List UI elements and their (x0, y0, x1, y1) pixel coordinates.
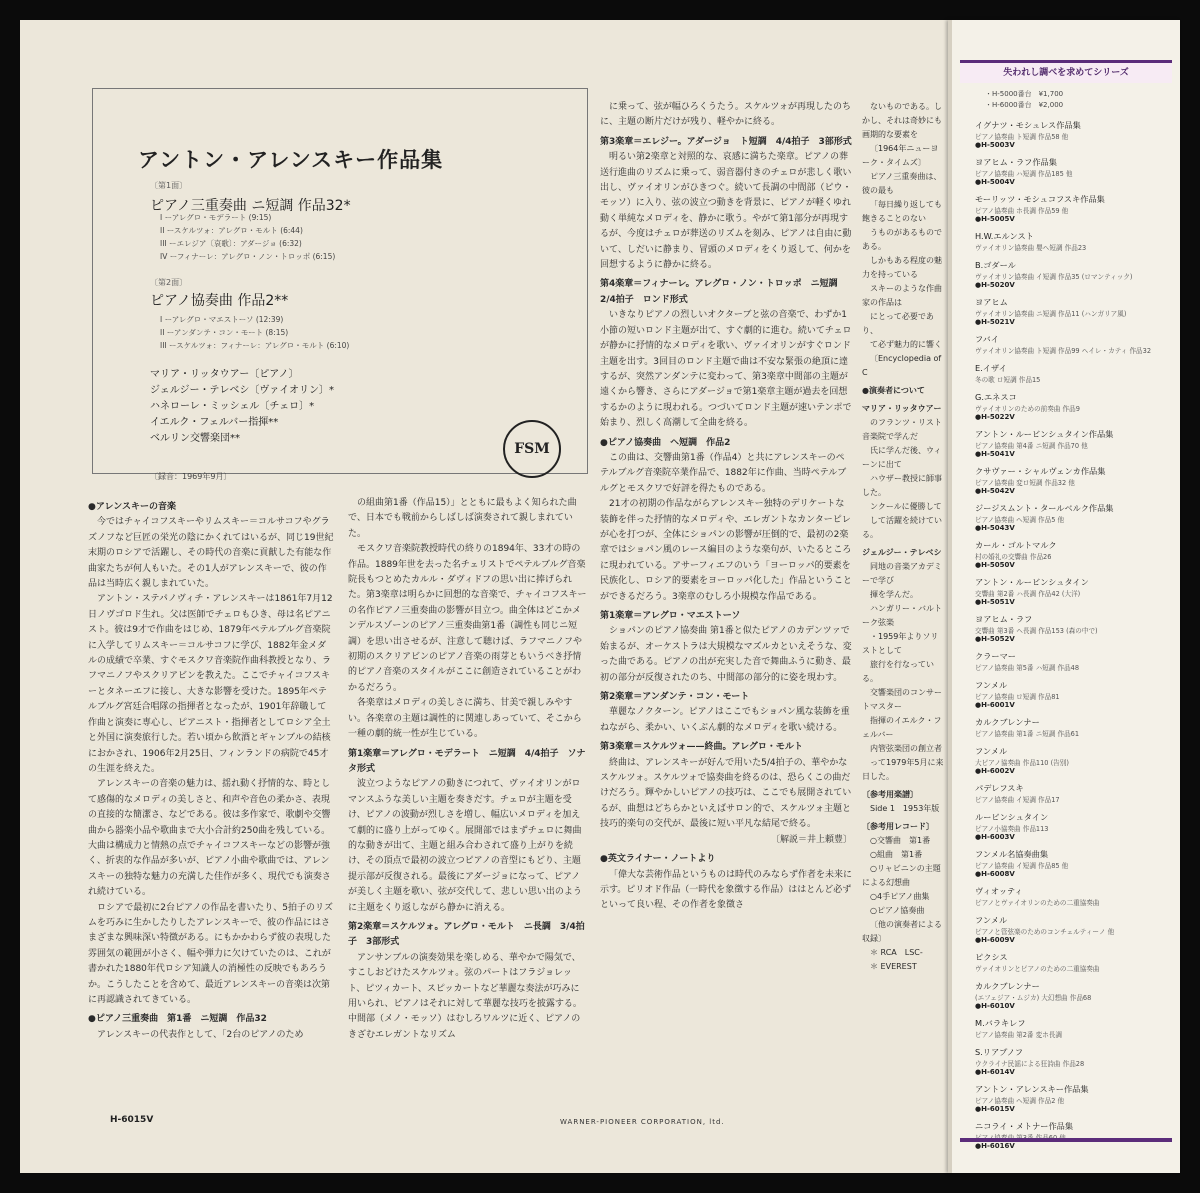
paragraph: 今ではチャイコフスキーやリムスキー＝コルサコフやグラズノフなど巨匠の栄光の陰にかくれてはいるが、同じ19世紀末期のロシアで活躍し、その時代の音楽に貢献した有能な作曲家たちが何人もいた。その1人がアレンスキーで、彼の作品は当時広く親しまれていた。 (88, 517, 334, 590)
paragraph: 各楽章はメロディの美しさに満ち、甘美で親しみやすい。各楽章の主題は調性的に関連しあっていて、そこから一種の劇的統一性が生じている。 (348, 698, 582, 740)
obi-item-code: ●H-6015V (975, 1105, 1015, 1113)
recording-date: 〔録音：1969年9月〕 (150, 472, 232, 481)
obi-item-name: ジージスムント・タールベルク作品集 (975, 503, 1114, 513)
obi-item-name: アントン・アレンスキー作品集 (975, 1084, 1089, 1094)
obi-catalog-item (975, 1018, 1175, 1039)
obi-item-code: ●H-5005V (975, 215, 1015, 223)
section-heading: 第3楽章＝スケルツォ——終曲。アレグロ・モルト (600, 742, 803, 753)
obi-item-desc: (エフェジア・ムジカ) 大幻想曲 作品68 (975, 994, 1092, 1002)
obi-item-name: カルクブレンナー (975, 717, 1040, 727)
obi-item-code: ●H-6016V (975, 1142, 1015, 1150)
movement-line: II ーアンダンテ・コン・モート (8:15) (160, 328, 289, 337)
obi-catalog-item (975, 1084, 1175, 1113)
paragraph: 〔Encyclopedia of C (862, 354, 942, 377)
paragraph: この曲は、交響曲第1番（作品4）と共にアレンスキーのペテルブルグ音楽院卒業作品で、1882年に作曲、当時ペテルブルグとモスクワで好評を得たものである。 (600, 452, 847, 494)
obi-item-code: ●H-5004V (975, 178, 1015, 186)
obi-catalog-item (975, 260, 1175, 289)
paragraph: ハンガリー・バルトーク弦楽 (862, 604, 942, 627)
obi-catalog-item (975, 651, 1175, 672)
paragraph: ○リャビニンの主題による幻想曲 (862, 864, 941, 887)
paragraph: の組曲第1番（作品15）」とともに最もよく知られた曲で、日本でも戦前からしばしば演奏されて親しまれていた。 (348, 498, 577, 539)
obi-item-desc: ヴァイオリンとピアノのための二重協奏曲 (975, 965, 1100, 973)
paragraph: アレンスキーの代表作として、「2台のピアノのため (97, 1029, 304, 1040)
obi-item-name: クサヴァー・シャルヴェンカ作品集 (975, 466, 1106, 476)
obi-item-code: ●H-6001V (975, 701, 1015, 709)
obi-item-name: M.バラキレフ (975, 1018, 1026, 1028)
obi-item-desc: ピアノ協奏曲 ロ短調 作品81 (975, 693, 1060, 701)
section-heading: 第1楽章＝アレグロ・モデラート ニ短調 4/4拍子 ソナタ形式 (348, 748, 586, 774)
obi-catalog-item (975, 120, 1175, 149)
obi-bottom-bar (960, 1138, 1172, 1142)
obi-item-name: S.リアプノフ (975, 1047, 1024, 1057)
paragraph: 同地の音楽アカデミーで学び (862, 562, 942, 585)
obi-item-desc: ピアノ協奏曲 第5番 ハ短調 作品48 (975, 664, 1080, 672)
obi-catalog-item (975, 363, 1175, 384)
obi-item-code: ●H-6002V (975, 767, 1015, 775)
side2-work: ピアノ協奏曲 作品2** (150, 293, 289, 309)
paragraph: 旅行を行なっている。 (862, 660, 934, 683)
obi-item-desc: ピアノ協奏曲 イ短調 作品17 (975, 796, 1060, 804)
credit-line: 〔解説＝井上頼豊〕 (770, 834, 852, 845)
obi-item-desc: ピアノ協奏曲 ト短調 作品58 他 (975, 133, 1069, 141)
catalog-code: H-6015V (110, 1115, 154, 1125)
obi-item-code: ●H-6010V (975, 1002, 1015, 1010)
obi-item-desc: 村の婚礼の交響曲 作品26 (975, 553, 1052, 561)
obi-item-name: ニコライ・メトナー作品集 (975, 1121, 1074, 1131)
paragraph: ハウザー教授に師事した。 (862, 474, 942, 497)
movement-line: III ースケルツォ：フィナーレ：アレグロ・モルト (6:10) (160, 341, 350, 350)
movement-line: I ーアレグロ・モデラート (9:15) (160, 213, 272, 222)
section-heading: ●ピアノ三重奏曲 第1番 ニ短調 作品32 (88, 1014, 267, 1025)
obi-item-desc: ピアノ小協奏曲 作品113 (975, 825, 1049, 833)
movement-line: II ースケルツォ：アレグロ・モルト (6:44) (160, 226, 303, 235)
obi-catalog-item (975, 783, 1175, 804)
performer-line: ハネローレ・ミッシェル〔チェロ〕* (150, 401, 315, 412)
obi-item-name: モーリッツ・モシュコフスキ作品集 (975, 194, 1105, 204)
paragraph: ピアノ三重奏曲は、彼の最も (862, 172, 942, 195)
obi-item-name: B.ゴダール (975, 260, 1016, 270)
obi-catalog-list (975, 120, 1175, 1158)
paragraph: ショパンのピアノ協奏曲 第1番と似たピアノのカデンツァで始まるが、オーケストラは大規模なマズルカといえそうな、変った曲である。ピアノの出が充実した音で舞曲ふうに動き、最初の部分が反復されたのち、中間部の部分的に姿を現わす。 (600, 626, 852, 683)
obi-item-desc: ピアノとヴァイオリンのための二重協奏曲 (975, 899, 1100, 907)
paragraph: いきなりピアノの烈しいオクターブと弦の音楽で、わずか1小節の短いロンド主題が出て、すぐ劇的に進む。続いてチェロが静かに抒情的なメロディを歌い、ヴァイオリンがすぐロンド主題を出す。3回目のロンド主題で曲は不安な緊張の絶頂に達するが、突然アンダンテに変わって、第3楽章中間部の主題が遠くから響き、さらにアダージョで第1楽章主題が過去を回想するかのように現われる。つづいてロンド主題が速いテンポで始まり、烈しく高潮して全曲を終る。 (600, 310, 852, 429)
obi-catalog-item (975, 746, 1175, 775)
obi-item-desc: ピアノ協奏曲 第4番 ニ短調 作品70 他 (975, 442, 1088, 450)
paragraph: モスクワ音楽院教授時代の終りの1894年、33才の時の作品。1889年世を去った名チェリストでペテルブルグ音楽院長もつとめたカルル・ダヴィドフの思い出に捧げられた。第3楽章は明らかに回想的な音楽で、チャイコフスキーの名作ピアノ三重奏曲の影響が目立つ。曲全体はどこかメンデルスゾーンのピアノ三重奏曲第1番（調性も同じニ短調）を思い出させるが、注意して聴けば、ラフマニノフや初期のスクリアビンのピアノ音楽の雨芽ともいうべき抒情的ピアノ音楽のスタイルがここに創造されていることがわかるだろう。 (348, 544, 587, 693)
paragraph: ないものである。しかし、それは奇妙にも画期的な要素を (862, 102, 942, 139)
paragraph: ＊ RCA LSC- (870, 948, 923, 957)
paragraph: 氏に学んだ後、ウィーンに出て (862, 446, 942, 469)
obi-catalog-item (975, 429, 1175, 458)
liner-column-2 (348, 496, 588, 1084)
obi-price-1: ・H-5000番台 ¥1,700 (985, 90, 1064, 98)
obi-catalog-item (975, 194, 1175, 223)
obi-item-code: ●H-6008V (975, 870, 1015, 878)
obi-item-desc: ピアノと管弦楽のためのコンチェルティーノ 他 (975, 928, 1115, 936)
paragraph: ＊ EVEREST (870, 962, 917, 971)
performer-line: ジェルジー・テレベシ〔ヴァイオリン〕* (150, 385, 334, 396)
obi-catalog-item (975, 981, 1175, 1010)
obi-item-name: E.イザイ (975, 363, 1007, 373)
liner-column-1 (88, 496, 334, 1084)
obi-item-name: フンメル (975, 680, 1008, 690)
obi-catalog-item (975, 157, 1175, 186)
obi-item-name: ルービンシュタイン (975, 812, 1049, 822)
paragraph: して活躍を続けている。 (862, 516, 942, 539)
paragraph: ロシアで最初に2台ピアノの作品を書いたり、5拍子のリズムを巧みに生かしたりしたアレンスキーで、彼の作品にはさまざまな興味深い特徴がある。にもかかわらず彼の表現した雰囲気の範囲が小さく、幅や弾力に欠けていたのは、これが書かれた1880年代ロシア知識人の消極性の反映でもあろうか。こうしたことを含めて、最近アレンスキーの音楽は次第に再認識されてきている。 (88, 902, 333, 1005)
side2-label: 〔第2面〕 (150, 278, 188, 287)
obi-item-desc: ヴァイオリンのための前奏曲 作品9 (975, 405, 1080, 413)
obi-catalog-item (975, 297, 1175, 326)
side1-work: ピアノ三重奏曲 ニ短調 作品32* (150, 198, 351, 214)
footer-company: WARNER-PIONEER CORPORATION, ltd. (560, 1118, 725, 1126)
obi-catalog-item (975, 577, 1175, 606)
obi-item-code: ●H-5041V (975, 450, 1015, 458)
obi-item-code: ●H-5050V (975, 561, 1015, 569)
paragraph: スキーのような作曲家の作品は (862, 284, 942, 307)
obi-catalog-item (975, 915, 1175, 944)
paragraph: 〔1964年ニューヨーク・タイムズ〕 (862, 144, 939, 167)
obi-item-code: ●H-5052V (975, 635, 1015, 643)
obi-item-desc: ピアノ協奏曲 ハ短調 作品185 他 (975, 170, 1073, 178)
paragraph: ○ピアノ協奏曲 (870, 906, 925, 915)
obi-catalog-item (975, 540, 1175, 569)
paragraph: ・1959年よりソリストとして (862, 632, 939, 655)
liner-column-3 (600, 100, 852, 1090)
movement-line: III ーエレジア〔哀歌〕：アダージョ (6:32) (160, 239, 302, 248)
obi-item-desc: ヴァイオリン協奏曲 イ短調 作品35 (ロマンティック) (975, 273, 1133, 281)
obi-catalog-item (975, 614, 1175, 643)
obi-item-desc: ピアノ協奏曲 変ロ短調 作品32 他 (975, 479, 1075, 487)
obi-series-title: 失われし調べを求めてシリーズ (960, 60, 1172, 83)
label-logo: FSM (503, 420, 561, 478)
paragraph: うものがあるものである。 (862, 228, 942, 251)
obi-item-name: フンメル (975, 915, 1008, 925)
obi-item-name: カール・ゴルトマルク (975, 540, 1057, 550)
paragraph: 華麗なノクターン。ピアノはここでもショパン風な装飾を重ねながら、柔かい、いくぶん劇的なメロディを歌い続ける。 (600, 707, 850, 733)
obi-catalog-item (975, 952, 1175, 973)
performer-line: マリア・リッタウアー〔ピアノ〕 (150, 369, 299, 380)
paragraph: に乗って、弦が幅ひろくうたう。スケルツォが再現したのちに、主題の断片だけが残り、軽やかに終る。 (600, 102, 852, 128)
paragraph: 明るい第2楽章と対照的な、哀感に満ちた楽章。ピアノの葬送行進曲のリズムに乗って、弱音器付きのチェロが悲しく歌い出し、ヴァイオリンがひきつぐ。続いて長調の中間部（ピウ・モッソ）に入り、弦の波立つ動きを背景に、ピアノが軽くゆれ動く単純なメロディを、静かに歌う。やがて第1部分が再現するが、今度はチェロが葬送のリズムを刻み、ピアノは自由に動いて、しだいに静まり、冒頭のメロディをくり返して、何かを回想するように静かに終る。 (600, 152, 852, 271)
obi-item-name: ヨアヒム・ラフ (975, 614, 1033, 624)
side1-label: 〔第1面〕 (150, 181, 188, 190)
section-heading: 〔参考用楽譜〕 (862, 790, 918, 799)
paragraph: て必ず魅力的に響く (870, 340, 942, 349)
obi-item-name: G.エネスコ (975, 392, 1017, 402)
paragraph: 交響楽団のコンサートマスター (862, 688, 942, 711)
obi-item-name: ヨアヒム・ラフ作品集 (975, 157, 1057, 167)
section-heading: 第3楽章＝エレジー。アダージョ ト短調 4/4拍子 3部形式 (600, 136, 852, 147)
obi-item-code: ●H-6003V (975, 833, 1015, 841)
obi-item-code: ●H-5051V (975, 598, 1015, 606)
obi-item-name: アントン・ルービンシュタイン (975, 577, 1089, 587)
paragraph: ○交響曲 第1番 (870, 836, 931, 845)
obi-item-desc: 交響曲 第3番 ヘ長調 作品153 (森の中で) (975, 627, 1098, 635)
paragraph: 波立つようなピアノの動きにつれて、ヴァイオリンがロマンスふうな美しい主題を奏きだす。チェロが主題を受け、ピアノの波動が烈しさを増し、幅広いメロディを加えて劇的に盛り上がってゆく。展開部ではまずチェロに舞曲的な動きが出て、主題と組み合わされて盛り上がりを続け、その頂点で最初の波立つピアノの音型にもどり、主題提示部が反復される。最後にアダージョになって、ピアノが美しく主題を歌い、弦が交代して、悲しい思い出のように主題をくり返しながら静かに消える。 (348, 779, 582, 913)
obi-item-name: H.W.エルンスト (975, 231, 1034, 241)
paragraph: 指揮のイエルク・フェルバー (862, 716, 942, 739)
obi-item-desc: ピアノ協奏曲 イ短調 作品85 他 (975, 862, 1069, 870)
obi-item-name: フンメル (975, 746, 1008, 756)
obi-catalog-item (975, 680, 1175, 709)
section-heading: ●演奏者について (862, 386, 925, 395)
obi-item-desc: ヴァイオリン協奏曲 嬰ヘ短調 作品23 (975, 244, 1087, 252)
obi-item-desc: ピアノ協奏曲 第1番 ニ短調 作品61 (975, 730, 1080, 738)
section-heading: 第1楽章＝アレグロ・マエストーソ (600, 611, 741, 621)
obi-item-code: ●H-5042V (975, 487, 1015, 495)
performer-line: イエルク・フェルバー指揮** (150, 417, 279, 428)
obi-item-code: ●H-5021V (975, 318, 1015, 326)
movement-line: I ーアレグロ・マエストーソ (12:39) (160, 315, 284, 324)
obi-item-name: パデレフスキ (975, 783, 1024, 793)
obi-catalog-item (975, 231, 1175, 252)
obi-item-desc: ピアノ協奏曲 ヘ短調 作品2 他 (975, 1097, 1065, 1105)
paragraph: ○4手ピアノ曲集 (870, 892, 930, 901)
obi-item-desc: 大ピアノ協奏曲 作品110 (告別) (975, 759, 1069, 767)
paragraph: 21才の初期の作品ながらアレンスキー独特のデリケートな装飾を伴った抒情的なメロディや、エレガントなカンターピレが心を打つが、全体にショパンの影響が圧倒的で、最初の2楽章ではショパン風のレース編目のような楽句が、いたるところに現われている。アサーフィエフのいう「ヨーロッパ的要素を民族化し、ロシア的要素をヨーロッパ化した」作品ということができるだろう。3楽章のむしろ小規模な作品である。 (600, 499, 852, 602)
obi-item-code: ●H-5020V (975, 281, 1015, 289)
paragraph: アントン・ステパノヴィチ・アレンスキーは1861年7月12日ノヴゴロド生れ。父は医師でチェロもひき、母は名ピアニスト。彼は9才で作曲をはじめ、1879年ペテルブルグ音楽院に入学してリムスキー＝コルサコフに学び、1882年金メダルの成績で卒業、すぐモスクワ音楽院作曲科教授となり、ラフマニノフやスクリアビンを教えた。ここでチャイコフスキーとタネーエフに接し、大きな影響を受けた。1895年ペテルブルグ宮廷合唱隊の指揮者となったが、1901年辞職して作曲と演奏に専心し、ピアニスト・指揮者としてロシア全土と外国に演奏旅行した。若い頃から飲酒とギャンブルの結核におかされ、1906年2月25日、フィンランドの病院で45才の生涯を終えた。 (88, 594, 333, 774)
obi-catalog-item (975, 466, 1175, 495)
paragraph: 内管弦楽団の創立者 (870, 744, 942, 753)
obi-item-code: ●H-5022V (975, 413, 1015, 421)
obi-item-code: ●H-6009V (975, 936, 1015, 944)
obi-item-desc: ウクライナ民謡による狂詩曲 作品28 (975, 1060, 1085, 1068)
paragraph: アンサンブルの演奏効果を楽しめる、華やかで陽気で、すこしおどけたスケルツォ。弦のパートはフラジョレット、ピツィカート、スピッカートなど華麗な奏法が巧みに用いられ、ピアノはそれに対して華麗な技巧を披露する。中間部（メノ・モッソ）はむしろワルツに近く、ピアノのきざむエレガントなリズム (348, 952, 582, 1040)
liner-column-4 (862, 100, 946, 1090)
paragraph: Side 1 1953年版 (870, 804, 940, 813)
obi-item-desc: ピアノ協奏曲 第2番 変ホ長調 (975, 1031, 1062, 1039)
paragraph: ンクールに優勝して (870, 502, 942, 511)
paragraph: 「偉大な芸術作品というものは時代のみならず作者を未来に示す。ピリオド作品（一時代を象徴する作品）ははとんど必ずといって良い程、その作者を象徴さ (600, 869, 852, 911)
obi-catalog-item (975, 812, 1175, 841)
obi-item-name: フンメル名協奏曲集 (975, 849, 1049, 859)
paragraph: アレンスキーの音楽の魅力は、揺れ動く抒情的な、時として感傷的なメロディの美しさと、和声や音色の柔かさ、表現の直接的な簡潔さ、などである。彼は多作家で、歌劇や交響曲から器楽小品や歌曲まで大小合計約250曲を残している。大曲は構成力と情熱の点でチャイコフスキーなどの影響が強く、折衷的な作品が多いが、ピアノ小曲や歌曲では、アレンスキーの独特な魅力の充満した佳作が多く、現代でも演奏され続けている。 (88, 779, 331, 898)
obi-item-desc: ヴァイオリン協奏曲 ト短調 作品99 ヘイレ・カティ 作品32 (975, 347, 1152, 355)
paragraph: 「毎日繰り返しても飽きることのない (862, 200, 942, 223)
obi-item-name: フバイ (975, 334, 999, 344)
album-title: アントン・アレンスキー作品集 (138, 148, 444, 172)
obi-item-desc: 交響曲 第2番 ハ長調 作品42 (大洋) (975, 590, 1081, 598)
obi-catalog-item (975, 717, 1175, 738)
obi-catalog-item (975, 1121, 1175, 1150)
obi-item-desc: ピアノ協奏曲 ホ長調 作品59 他 (975, 207, 1069, 215)
performer-line: ベルリン交響楽団** (150, 433, 240, 444)
section-heading: 〔参考用レコード〕 (862, 822, 934, 831)
obi-item-code: ●H-5043V (975, 524, 1015, 532)
obi-catalog-item (975, 334, 1175, 355)
obi-item-name: ヨアヒム (975, 297, 1008, 307)
section-heading: ●ピアノ協奏曲 ヘ短調 作品2 (600, 437, 731, 448)
obi-item-code: ●H-5003V (975, 141, 1015, 149)
paragraph: のフランツ・リスト音楽院で学んだ (862, 418, 942, 441)
section-heading: 第4楽章＝フィナーレ。アレグロ・ノン・トロッポ ニ短調 2/4拍子 ロンド形式 (600, 279, 847, 305)
section-heading: マリア・リッタウアー (862, 404, 942, 413)
obi-catalog-item (975, 503, 1175, 532)
obi-catalog-item (975, 886, 1175, 907)
paragraph: 〔他の演奏者による収録〕 (862, 920, 942, 943)
paragraph: ○組曲 第1番 (870, 850, 923, 859)
obi-item-name: ヴィオッティ (975, 886, 1023, 896)
obi-item-desc: 冬の歌 ロ短調 作品15 (975, 376, 1041, 384)
section-heading: ●アレンスキーの音楽 (88, 502, 176, 512)
paragraph: 揮を学んだ。 (870, 590, 918, 599)
paragraph: しかもある程度の魅力を持っている (862, 256, 942, 279)
section-heading: 第2楽章＝アンダンテ・コン・モート (600, 692, 750, 703)
obi-item-name: アントン・ルービンシュタイン作品集 (975, 429, 1114, 439)
obi-item-name: イグナツ・モシュレス作品集 (975, 120, 1081, 130)
obi-catalog-item (975, 1047, 1175, 1076)
section-heading: ジェルジー・テレベシ (862, 548, 942, 557)
section-heading: ●英文ライナー・ノートより (600, 854, 716, 865)
obi-item-code: ●H-6014V (975, 1068, 1015, 1076)
obi-item-name: クラーマー (975, 651, 1016, 661)
paragraph: にとって必要であり、 (862, 312, 934, 335)
movement-line: IV ーフィナーレ：アレグロ・ノン・トロッポ (6:15) (160, 252, 336, 261)
obi-item-name: カルクブレンナー (975, 981, 1040, 991)
obi-item-name: ピクシス (975, 952, 1008, 962)
obi-item-desc: ピアノ協奏曲 ヘ短調 作品5 他 (975, 516, 1065, 524)
obi-price-2: ・H-6000番台 ¥2,000 (985, 101, 1064, 109)
obi-catalog-item (975, 849, 1175, 878)
obi-catalog-item (975, 392, 1175, 421)
paragraph: って1979年5月に来日した。 (862, 758, 944, 781)
obi-item-desc: ヴァイオリン協奏曲 ニ短調 作品11 (ハンガリア風) (975, 310, 1127, 318)
paragraph: 終曲は、アレンスキーが好んで用いた5/4拍子の、華やかなスケルツォ。スケルツォで協奏曲を終るのは、恐らくこの曲だけだろう。輝やかしいピアノの技巧は、ここでも展開されているが、曲想はどちらかといえばサロン的で、スケルツォ主題と技巧的楽句の交代が、最後に短い平凡な結尾で終る。 (600, 757, 852, 830)
section-heading: 第2楽章＝スケルツォ。アレグロ・モルト ニ長調 3/4拍子 3部形式 (348, 921, 585, 948)
